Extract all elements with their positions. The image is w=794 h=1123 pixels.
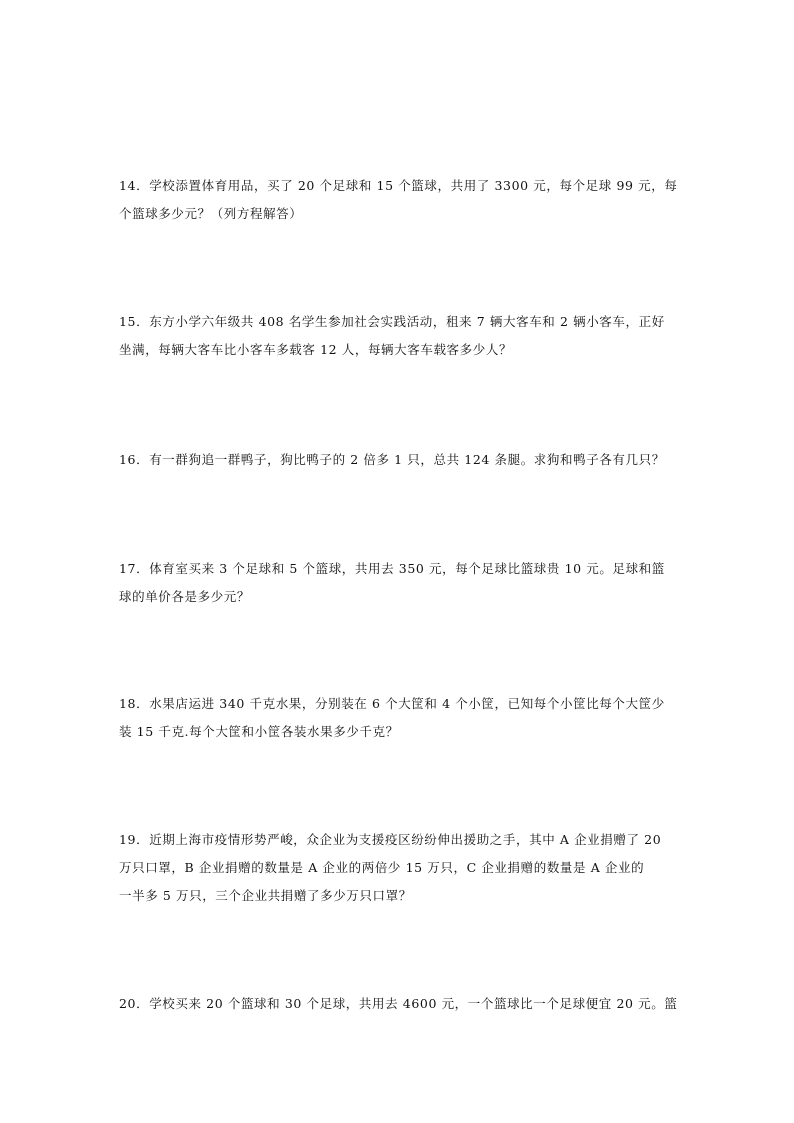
problem-17 — [119, 555, 679, 611]
problem-20-line-1: 20．学校买来 20 个篮球和 30 个足球，共用去 4600 元，一个篮球比一个足球便宜 20 元。篮 — [119, 996, 678, 1011]
problem-20 — [119, 990, 679, 1018]
problem-16-line-1: 16．有一群狗追一群鸭子，狗比鸭子的 2 倍多 1 只，总共 124 条腿。求狗和鸭子各有几只？ — [119, 452, 665, 467]
problem-18-line-2: 装 15 千克.每个大筐和小筐各装水果多少千克？ — [119, 724, 399, 739]
problem-15 — [119, 308, 679, 364]
problem-17-line-1: 17．体育室买来 3 个足球和 5 个篮球，共用去 350 元，每个足球比篮球贵 10 元。足球和篮 — [119, 561, 665, 576]
problem-15-line-2: 坐满，每辆大客车比小客车多载客 12 人，每辆大客车载客多少人？ — [119, 342, 513, 357]
problem-19-line-1: 19．近期上海市疫情形势严峻，众企业为支援疫区纷纷伸出援助之手，其中 A 企业捐赠了 20 — [119, 832, 662, 847]
problem-15-line-1: 15．东方小学六年级共 408 名学生参加社会实践活动，租来 7 辆大客车和 2 辆小客车，正好 — [119, 314, 665, 329]
problem-18 — [119, 690, 679, 746]
problem-14-line-1: 14．学校添置体育用品，买了 20 个足球和 15 个篮球，共用了 3300 元，每个足球 99 元，每 — [119, 178, 678, 193]
problem-14 — [119, 172, 679, 228]
problem-18-line-1: 18．水果店运进 340 千克水果，分别装在 6 个大筐和 4 个小筐，已知每个小筐比每个大筐少 — [119, 696, 665, 711]
problem-19 — [119, 826, 679, 910]
problem-19-line-3: 一半多 5 万只，三个企业共捐赠了多少万只口罩？ — [119, 888, 412, 903]
problem-16 — [119, 446, 679, 474]
problem-17-line-2: 球的单价各是多少元？ — [119, 589, 251, 604]
problem-14-line-2: 个篮球多少元？（列方程解答） — [119, 206, 303, 221]
problem-19-line-2: 万只口罩，B 企业捐赠的数量是 A 企业的两倍少 15 万只，C 企业捐赠的数量是 A 企业的 — [119, 860, 645, 875]
